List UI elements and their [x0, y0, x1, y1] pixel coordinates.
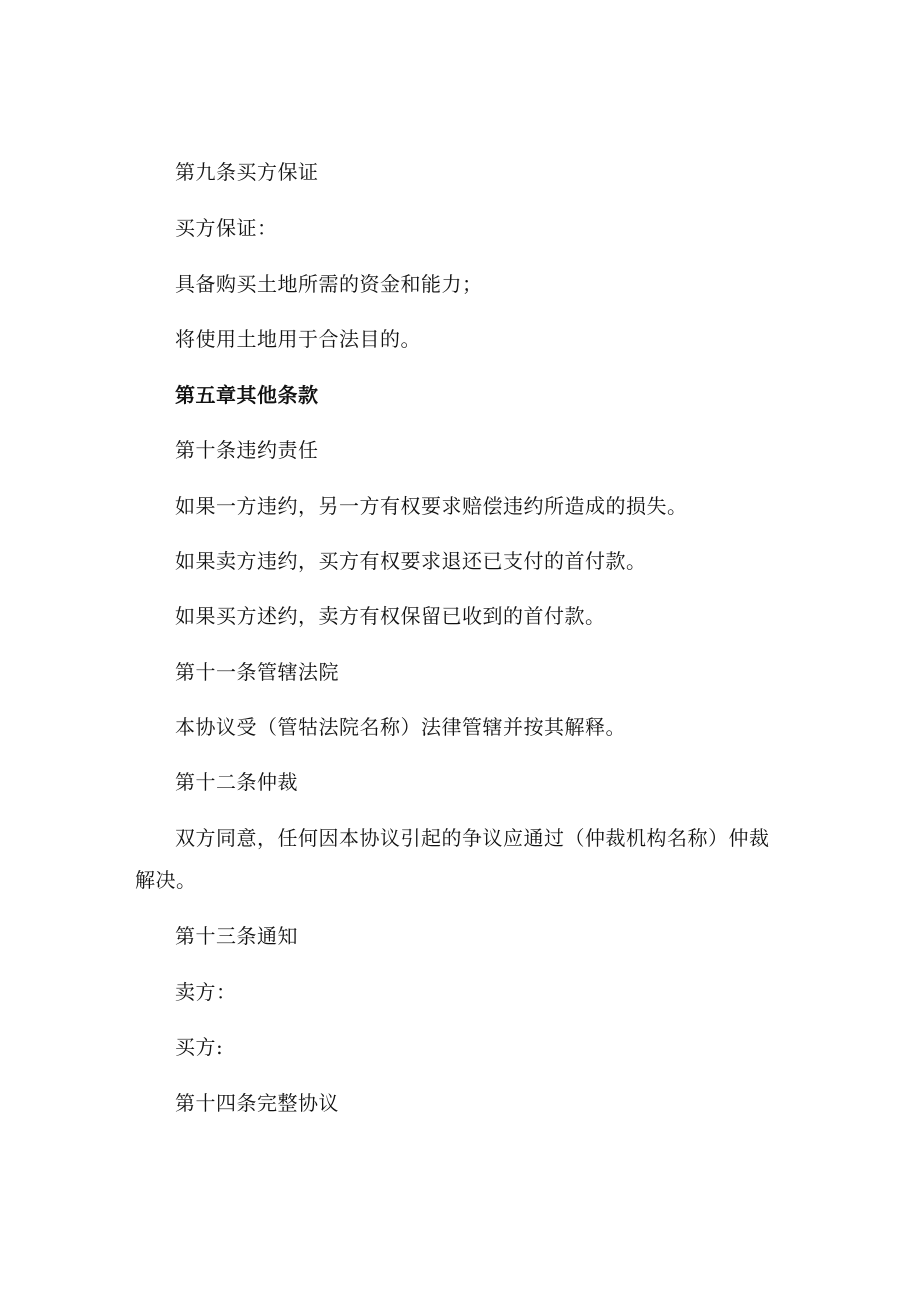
article-10-paragraph-3: 如果买方述约，卖方有权保留已收到的首付款。 [175, 604, 606, 628]
article-9-title: 第九条买方保证 [175, 160, 319, 184]
article-14-title: 第十四条完整协议 [175, 1091, 339, 1115]
article-10-paragraph-2: 如果卖方违约，买方有权要求退还已支付的首付款。 [175, 549, 647, 573]
article-9-item-1: 具备购买土地所需的资金和能力； [175, 272, 483, 296]
article-13-title: 第十三条通知 [175, 924, 298, 948]
article-13-buyer: 买方: [175, 1035, 224, 1059]
article-11-title: 第十一条管辖法院 [175, 660, 339, 684]
article-12-title: 第十二条仲裁 [175, 770, 298, 794]
article-10-title: 第十条违约责任 [175, 438, 319, 462]
article-11-paragraph: 本协议受（管牯法院名称）法律管辖并按其解释。 [175, 715, 626, 739]
chapter-5-heading: 第五章其他条款 [175, 383, 319, 407]
article-13-seller: 卖方： [175, 980, 237, 1004]
article-10-paragraph-1: 如果一方违约，另一方有权要求赔偿违约所造成的损失。 [175, 494, 688, 518]
article-9-item-2: 将使用土地用于合法目的。 [175, 327, 421, 351]
article-9-intro: 买方保证： [175, 216, 278, 240]
article-12-paragraph: 双方同意，任何因本协议引起的争议应通过（仲裁机构名称）仲裁解决。 [135, 826, 770, 892]
